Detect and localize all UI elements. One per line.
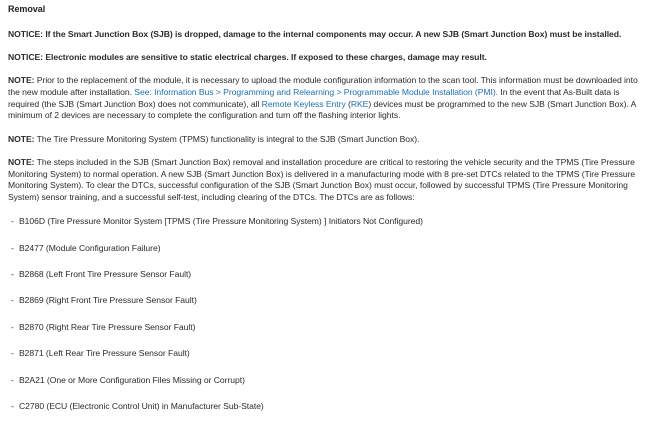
list-item [11,401,642,413]
link-remote-keyless-entry[interactable]: Remote Keyless Entry [261,98,346,109]
note-text: Prior to the replacement of the module, it is necessary to upload the module configuration information to the scan tool. This information must be downloaded into the new module after installation. [8,75,638,97]
note-text: The Tire Pressure Monitoring System (TPMS) functionality is integral to the SJB (Smart Junction Box). [34,133,420,144]
list-item [11,295,642,307]
note-label: NOTE: [8,133,35,144]
dash-bullet: - [11,216,14,227]
link-programmable-module-installation[interactable]: See: Information Bus > Programming and Relearning > Programmable Module Installation (PMI). [134,86,499,97]
list-item [11,269,642,281]
dtc-text: B2477 (Module Configuration Failure) [19,242,161,253]
note-label: NOTE: [8,75,35,86]
list-item [11,375,642,387]
dtc-text: B2869 (Right Front Tire Pressure Sensor Fault) [19,295,197,306]
dash-bullet: - [11,374,14,385]
section-heading: Removal [8,4,46,14]
note-label: NOTE: [8,156,35,167]
dtc-text: B2A21 (One or More Configuration Files Missing or Corrupt) [19,374,245,385]
notice-sjb-dropped: NOTICE: If the Smart Junction Box (SJB) is dropped, damage to the internal components may occur. A new SJB (Smart Junction Box) must be installed. [8,28,622,39]
note-tpms-integral [8,134,642,146]
list-item [11,216,642,228]
note-text: The steps included in the SJB (Smart Junction Box) removal and installation procedure are critical to restoring the vehicle security and the TPMS (Tire Pressure Monitoring System) to normal operation. A new SJB (Smart Junction Box) is delivered in a manufacturing mode with 8 pre-set DTCs related to the TPMS (Tire Pressure Monitoring System). To clear the DTCs, successful configuration of the SJB (Smart Junction Box) must occur, followed by successful TPMS (Tire Pressure Monitoring System) sensor training, and a successful self-test, including clearing of the DTCs. The DTCs are as follows: [8,156,636,202]
notice-static-charges: NOTICE: Electronic modules are sensitive to static electrical charges. If exposed to these charges, damage may result. [8,51,487,62]
note-text: ) devices must be programmed to the new SJB (Smart Junction Box). A minimum of 2 devices are necessary to complete the configuration and turn off the flashing interior lights. [8,98,636,121]
note-module-configuration [8,75,642,121]
dtc-text: B2868 (Left Front Tire Pressure Sensor Fault) [19,269,192,280]
dash-bullet: - [11,348,14,359]
dash-bullet: - [11,401,14,412]
dtc-text: B2871 (Left Rear Tire Pressure Sensor Fault) [19,348,190,359]
note-dtc-steps [8,157,642,203]
list-item [11,322,642,334]
dtc-text: B106D (Tire Pressure Monitor System [TPMS (Tire Pressure Monitoring System) ] Initiators Not Configured) [19,216,423,227]
dash-bullet: - [11,295,14,306]
dash-bullet: - [11,269,14,280]
list-item [11,243,642,255]
note-text: In the event that As-Built data is required (the SJB (Smart Junction Box) does not communicate), all [8,86,620,109]
dash-bullet: - [11,242,14,253]
list-item [11,348,642,360]
dash-bullet: - [11,321,14,332]
link-rke[interactable]: RKE [350,98,369,109]
dtc-list [8,216,642,412]
note-text: ( [345,98,351,109]
dtc-text: B2870 (Right Rear Tire Pressure Sensor Fault) [19,321,196,332]
dtc-text: C2780 (ECU (Electronic Control Unit) in Manufacturer Sub-State) [19,401,264,412]
